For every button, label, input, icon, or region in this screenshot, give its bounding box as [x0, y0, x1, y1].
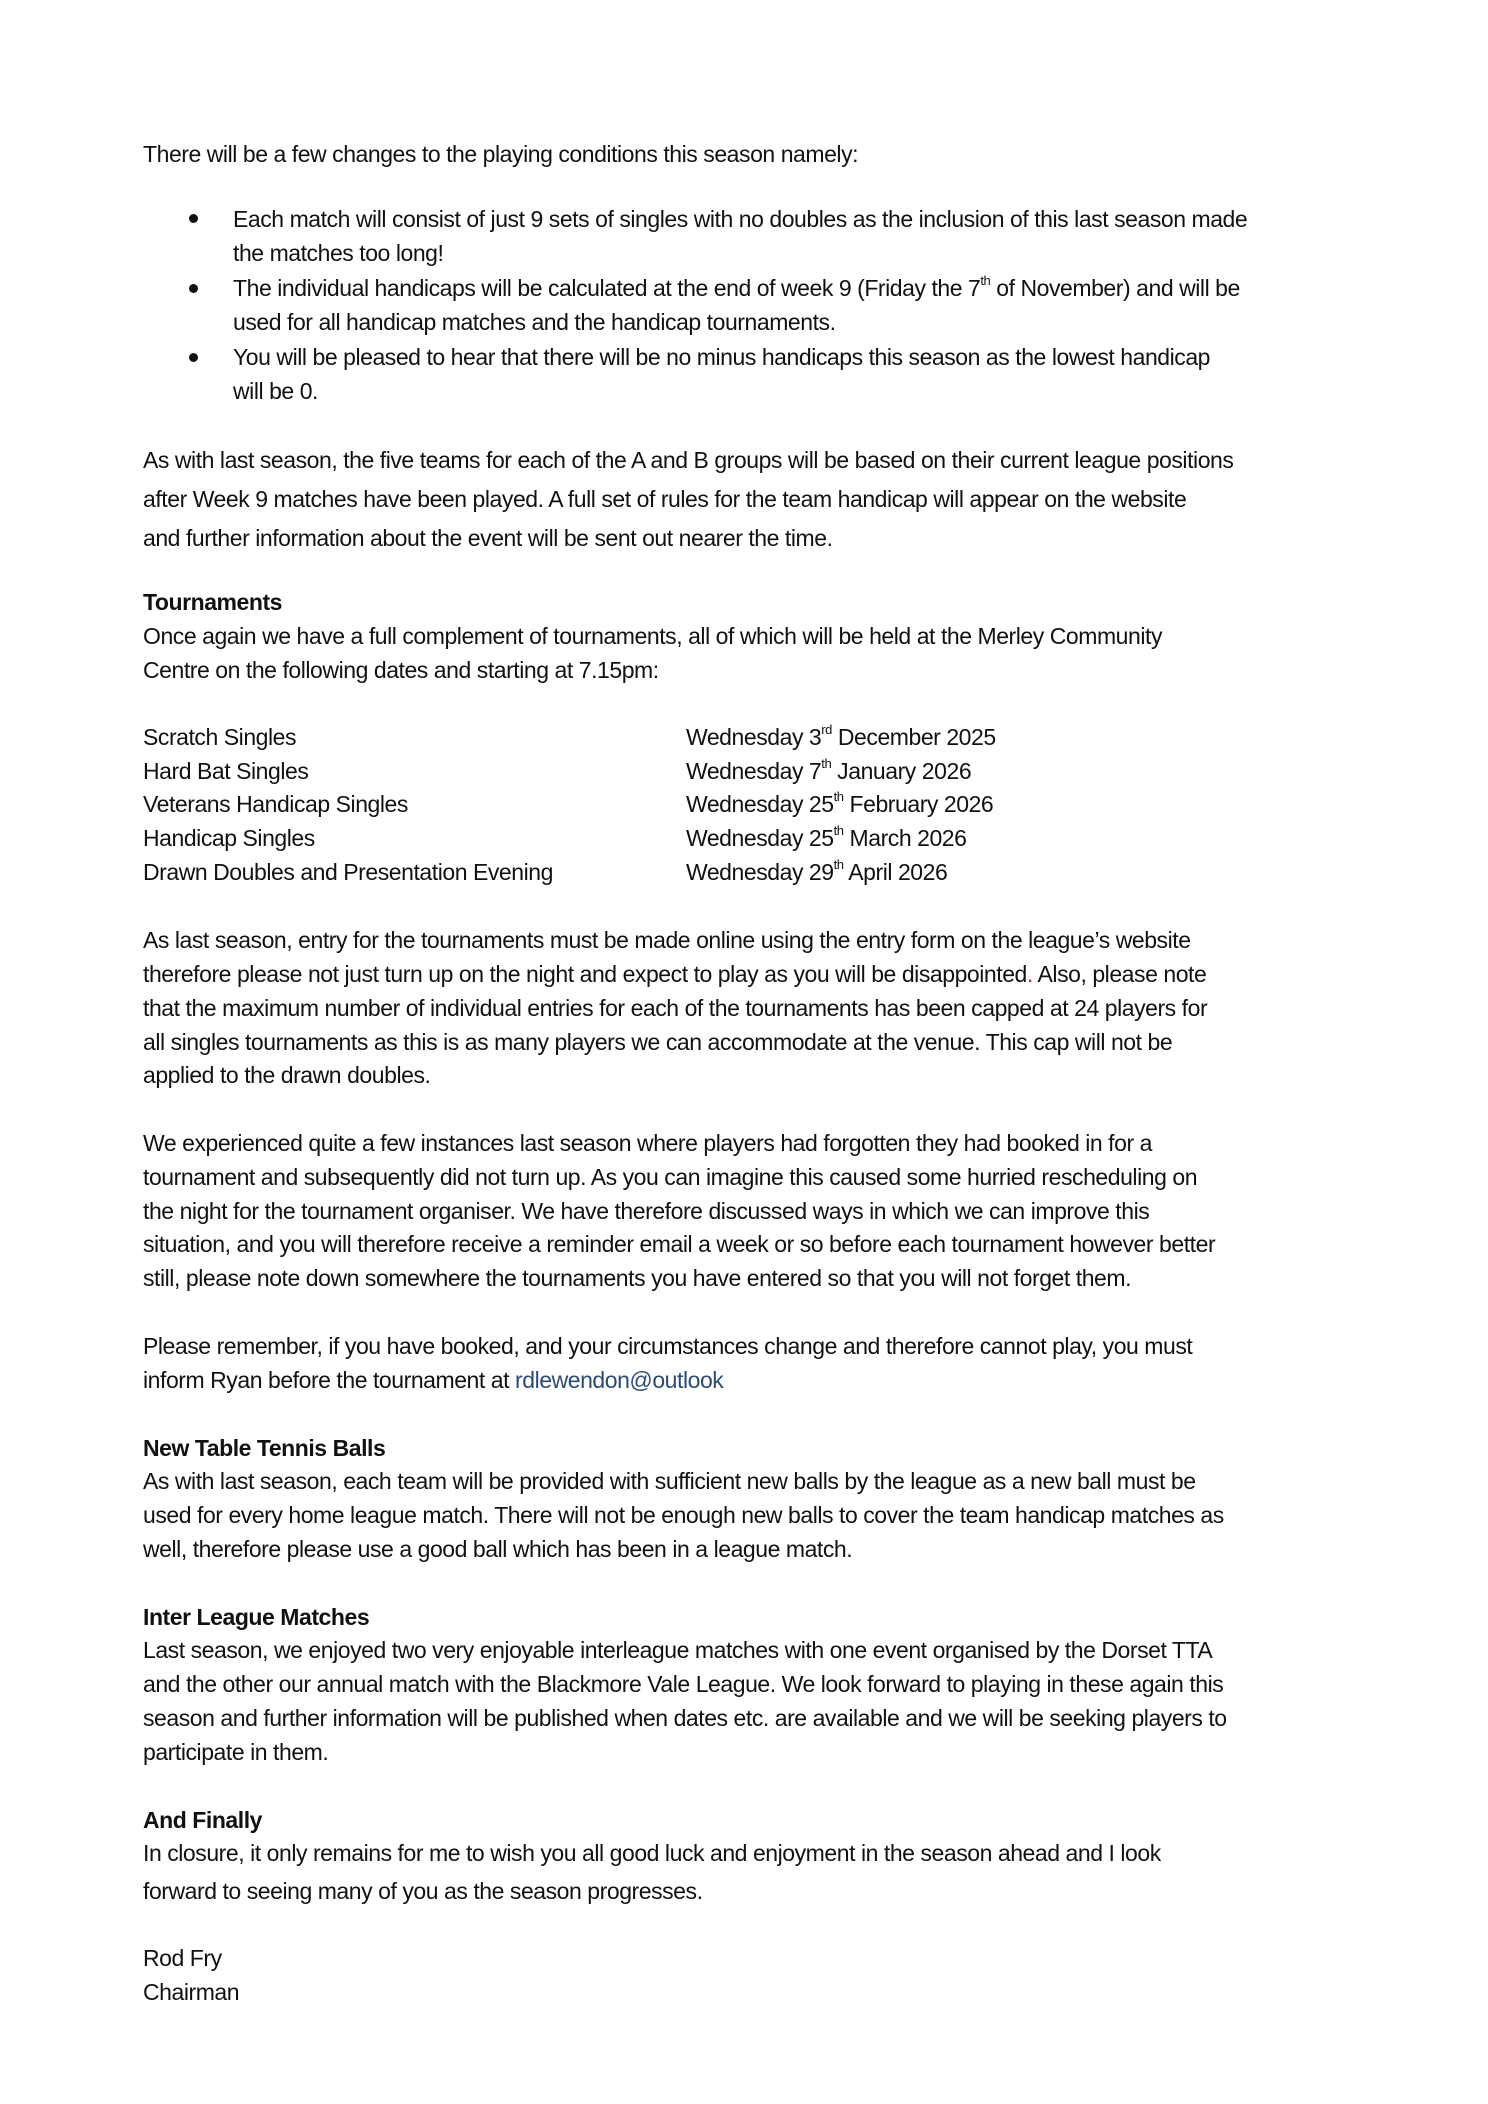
- bullet-icon: [189, 284, 198, 293]
- bullet-icon: [189, 353, 198, 362]
- inter-para-line: season and further information will be published when dates etc. are available and we will be seeking players to: [143, 1705, 1227, 1731]
- text: of November) and will be: [990, 275, 1240, 301]
- team-para-line: after Week 9 matches have been played. A full set of rules for the team handicap will appear on the website: [143, 486, 1187, 512]
- inter-para-line: Last season, we enjoyed two very enjoyable interleague matches with one event organised by the Dorset TTA: [143, 1637, 1213, 1663]
- text: February 2026: [843, 791, 994, 817]
- bullet-3-line-2: will be 0.: [233, 378, 318, 404]
- text: January 2026: [831, 758, 972, 784]
- entry-para-line: applied to the drawn doubles.: [143, 1062, 431, 1088]
- remember-para-line: Please remember, if you have booked, and your circumstances change and therefore cannot play, you must: [143, 1333, 1193, 1359]
- signature-name: Rod Fry: [143, 1945, 222, 1971]
- text: inform Ryan before the tournament at: [143, 1367, 516, 1393]
- schedule-event: Scratch Singles: [143, 724, 297, 750]
- text: Wednesday 25: [686, 825, 834, 851]
- text: April 2026: [843, 859, 948, 885]
- text: The individual handicaps will be calculated at the end of week 9 (Friday the 7: [233, 275, 981, 301]
- schedule-date: [686, 824, 966, 852]
- bullet-1-line-2: the matches too long!: [233, 240, 444, 266]
- text: therefore please not just turn up on the night and expect to play as you will be disappointed: [143, 961, 1027, 987]
- ordinal-suffix: th: [821, 756, 832, 772]
- schedule-date: [686, 790, 993, 818]
- schedule-date: [686, 757, 971, 785]
- bullet-2-line-2: used for all handicap matches and the handicap tournaments.: [233, 309, 836, 335]
- bullet-icon: [189, 214, 198, 223]
- text: December 2025: [831, 724, 996, 750]
- entry-para-line: that the maximum number of individual entries for each of the tournaments has been capped at 24 players for: [143, 995, 1208, 1021]
- schedule-event: Handicap Singles: [143, 825, 315, 851]
- red-period: .: [1026, 961, 1033, 987]
- inter-para-line: and the other our annual match with the Blackmore Vale League. We look forward to playing in these again this: [143, 1671, 1224, 1697]
- bullet-2-line-1: [233, 274, 1240, 302]
- reminder-para-line: still, please note down somewhere the tournaments you have entered so that you will not forget them.: [143, 1265, 1132, 1291]
- balls-para-line: well, therefore please use a good ball which has been in a league match.: [143, 1536, 853, 1562]
- text: Wednesday 29: [686, 859, 834, 885]
- ordinal-suffix: rd: [821, 722, 832, 738]
- schedule-event: Hard Bat Singles: [143, 758, 309, 784]
- tournaments-heading: Tournaments: [143, 589, 283, 615]
- signature-title: Chairman: [143, 1979, 240, 2005]
- entry-para-line: [143, 960, 1206, 988]
- entry-para-line: As last season, entry for the tournaments must be made online using the entry form on the league’s website: [143, 927, 1191, 953]
- schedule-date: [686, 723, 996, 751]
- inter-league-heading: Inter League Matches: [143, 1604, 370, 1630]
- reminder-para-line: tournament and subsequently did not turn up. As you can imagine this caused some hurried rescheduling on: [143, 1164, 1198, 1190]
- text: Wednesday 25: [686, 791, 834, 817]
- text: Also, please note: [1032, 961, 1207, 987]
- text: March 2026: [843, 825, 967, 851]
- balls-heading: New Table Tennis Balls: [143, 1435, 386, 1461]
- text: Wednesday 7: [686, 758, 822, 784]
- inter-para-line: participate in them.: [143, 1739, 329, 1765]
- reminder-para-line: situation, and you will therefore receive a reminder email a week or so before each tournament however better: [143, 1231, 1216, 1257]
- team-para-line: and further information about the event will be sent out nearer the time.: [143, 525, 833, 551]
- text: Wednesday 3: [686, 724, 822, 750]
- ordinal-suffix: th: [833, 857, 844, 873]
- remember-para-line: [143, 1366, 723, 1394]
- team-para-line: As with last season, the five teams for each of the A and B groups will be based on their current league positions: [143, 447, 1234, 473]
- schedule-event: Veterans Handicap Singles: [143, 791, 408, 817]
- email-link[interactable]: rdlewendon@outlook: [515, 1367, 724, 1393]
- ordinal-suffix: th: [833, 823, 844, 839]
- bullet-3-line-1: You will be pleased to hear that there will be no minus handicaps this season as the lowest handicap: [233, 344, 1211, 370]
- entry-para-line: all singles tournaments as this is as many players we can accommodate at the venue. This cap will not be: [143, 1029, 1173, 1055]
- finally-para-line: forward to seeing many of you as the season progresses.: [143, 1878, 703, 1904]
- tournaments-intro-line: Centre on the following dates and starting at 7.15pm:: [143, 657, 659, 683]
- finally-para-line: In closure, it only remains for me to wish you all good luck and enjoyment in the season ahead and I look: [143, 1840, 1161, 1866]
- bullet-1-line-1: Each match will consist of just 9 sets of singles with no doubles as the inclusion of this last season made: [233, 206, 1248, 232]
- ordinal-suffix: th: [833, 789, 844, 805]
- ordinal-suffix: th: [980, 273, 991, 289]
- reminder-para-line: the night for the tournament organiser. We have therefore discussed ways in which we can improve this: [143, 1198, 1150, 1224]
- reminder-para-line: We experienced quite a few instances last season where players had forgotten they had booked in for a: [143, 1130, 1152, 1156]
- schedule-date: [686, 858, 947, 886]
- tournaments-intro-line: Once again we have a full complement of tournaments, all of which will be held at the Merley Community: [143, 623, 1163, 649]
- intro-text: There will be a few changes to the playing conditions this season namely:: [143, 141, 859, 167]
- balls-para-line: As with last season, each team will be provided with sufficient new balls by the league as a new ball must be: [143, 1468, 1196, 1494]
- schedule-event: Drawn Doubles and Presentation Evening: [143, 859, 553, 885]
- balls-para-line: used for every home league match. There will not be enough new balls to cover the team handicap matches as: [143, 1502, 1224, 1528]
- finally-heading: And Finally: [143, 1807, 263, 1833]
